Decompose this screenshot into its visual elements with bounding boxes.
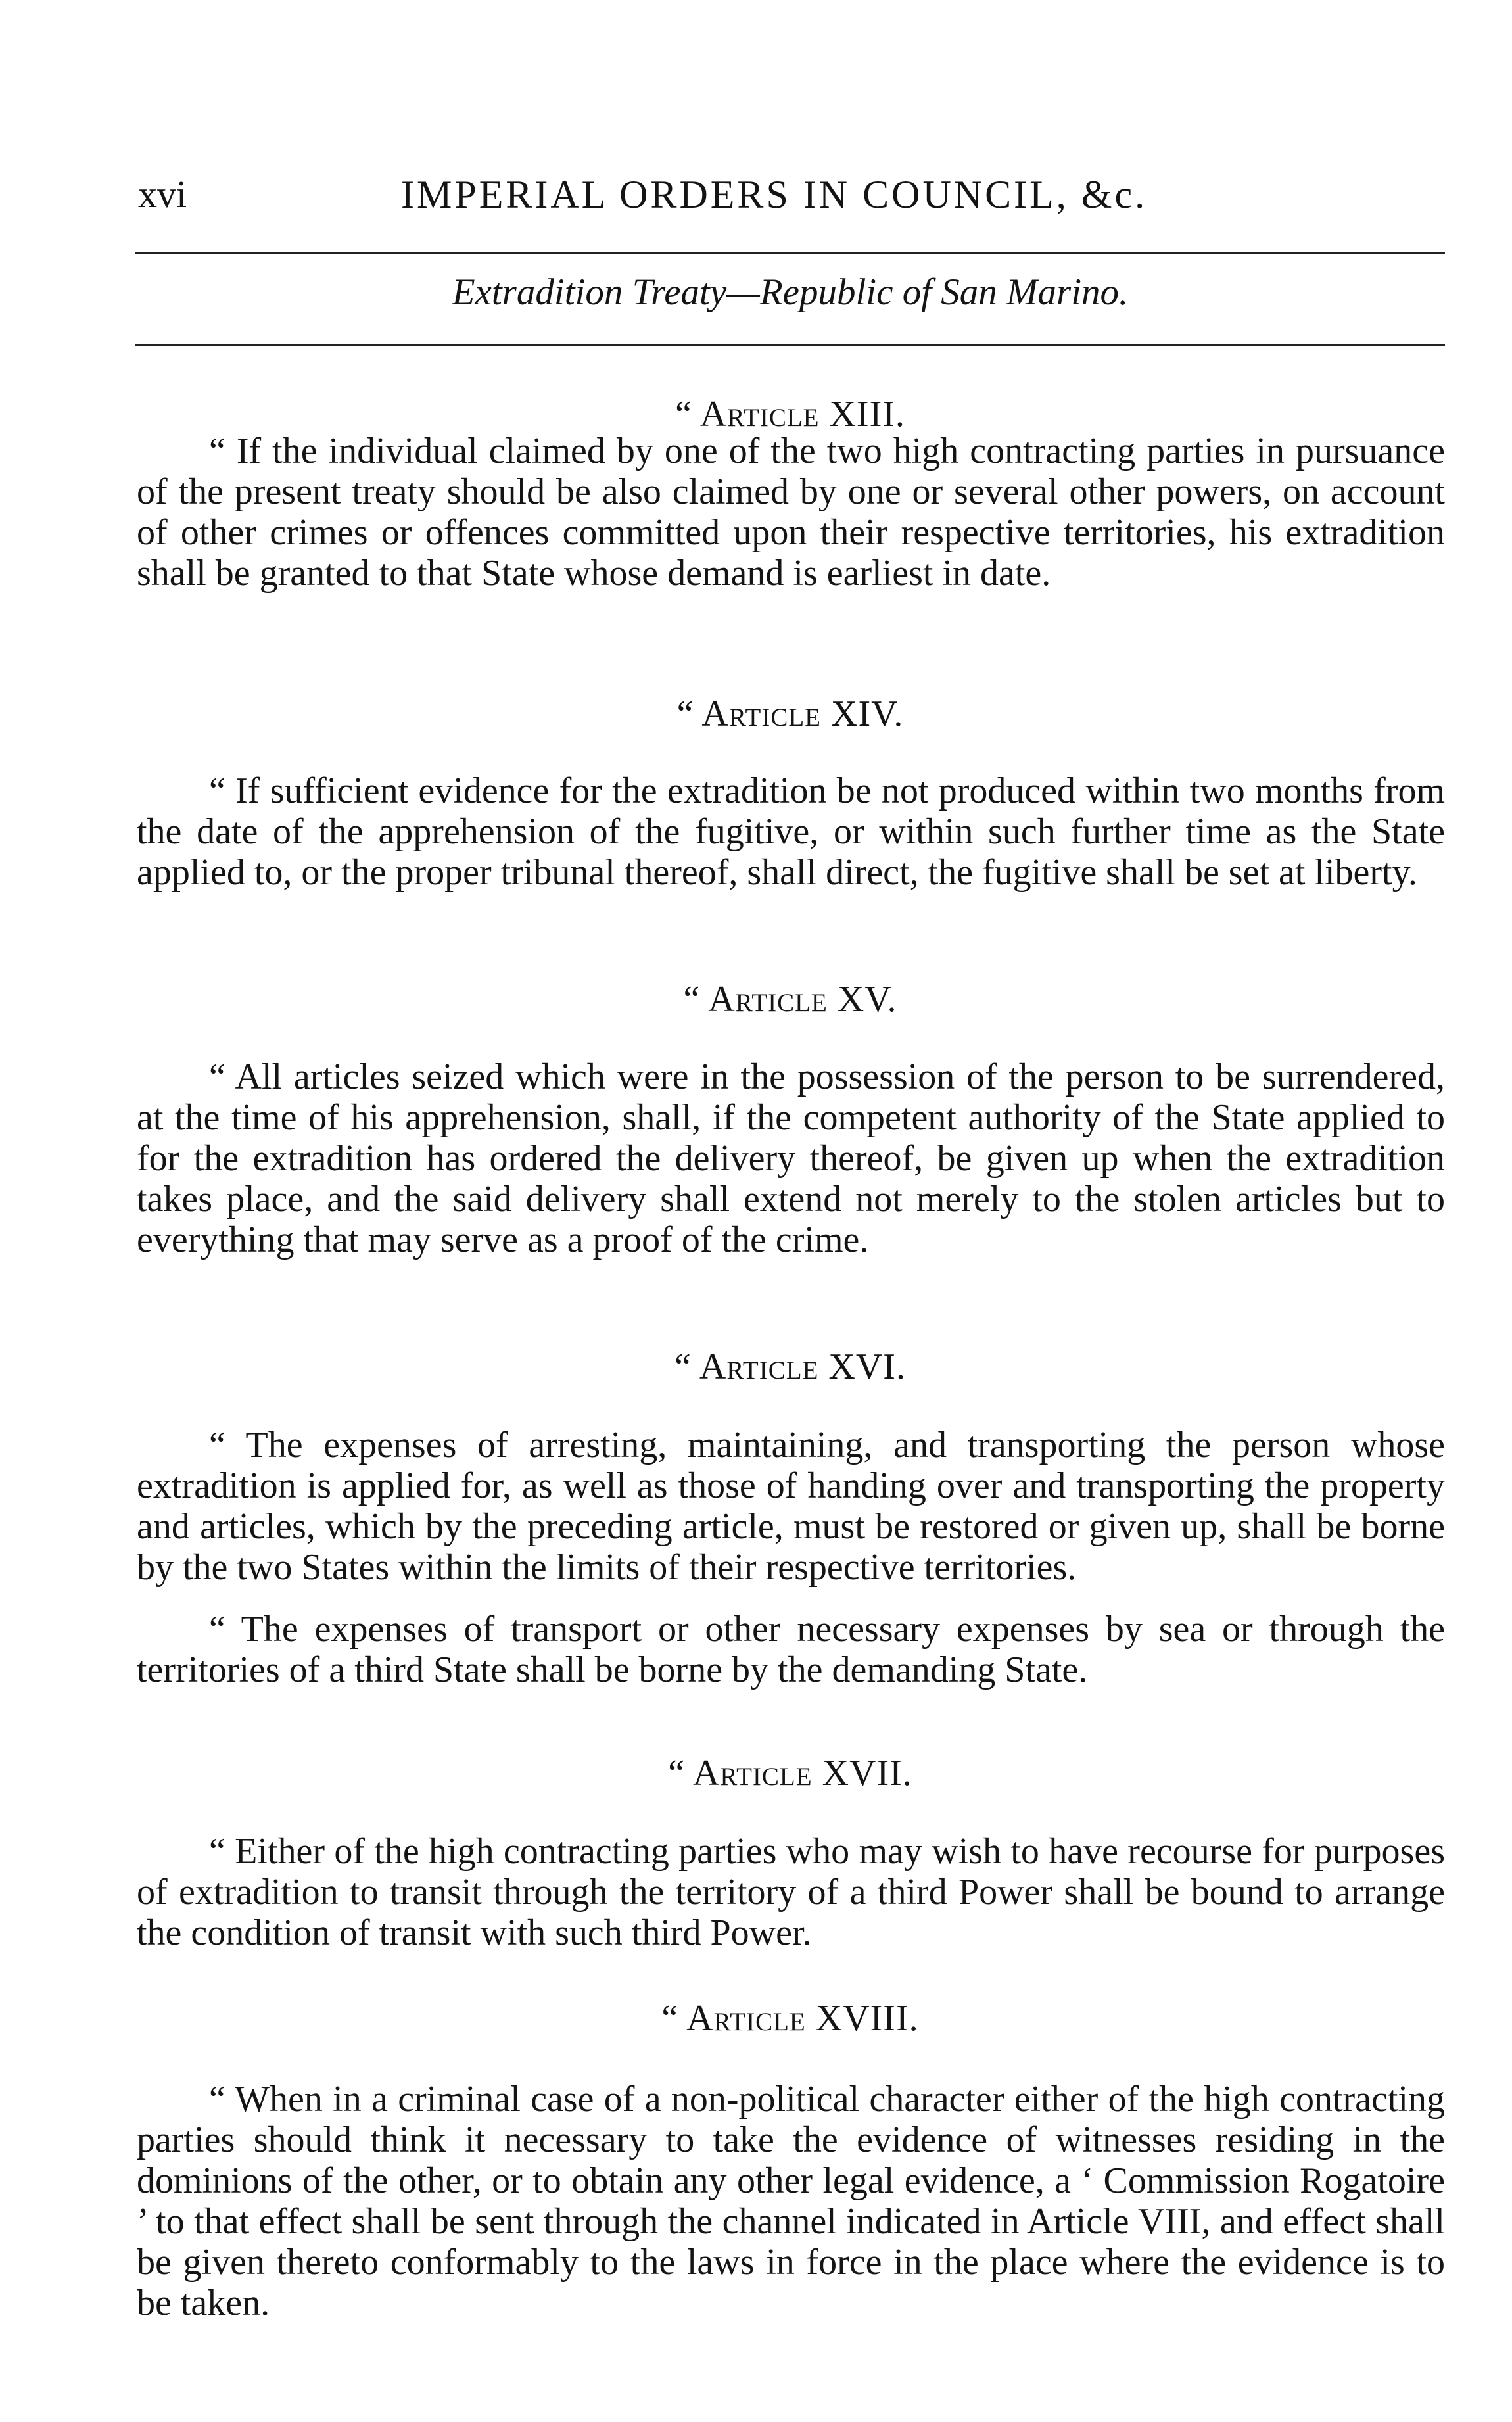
article-heading-number: XIV. (831, 694, 904, 734)
article-heading (135, 978, 1445, 1020)
article-heading (135, 693, 1445, 735)
article-paragraph: “ If sufficient evidence for the extradition be not produced within two months from the date of the apprehension of the fugitive, or within such further time as the State applied to, or the proper tribunal thereof, shall direct, the fugitive shall be set at liberty. (137, 771, 1445, 893)
article-heading-number: XV. (837, 979, 897, 1020)
article-heading-label: “ Article (676, 694, 822, 734)
article-paragraph: “ All articles seized which were in the possession of the person to be surrendered, at the time of his apprehension, shall, if the competent authority of the State applied to for the extradition has ordered the delivery thereof, be given up when the extradition takes place, and the said delivery shall extend not merely to the stolen articles but to everything that may serve as a proof of the crime. (137, 1057, 1445, 1260)
running-title: IMPERIAL ORDERS IN COUNCIL, &c. (401, 173, 1148, 216)
article-paragraph: “ The expenses of arresting, maintaining, and transporting the person whose extradition is applied for, as well as those of handing over and transporting the property and articles, which by the preceding article, must be restored or given up, shall be borne by the two States within the limits of their respective territories. (137, 1425, 1445, 1588)
article-heading-number: XVIII. (815, 1998, 919, 2039)
article-heading-label: “ Article (675, 394, 820, 435)
article-heading-label: “ Article (683, 979, 828, 1020)
article-heading-label: “ Article (674, 1346, 819, 1387)
article-heading-label: “ Article (668, 1753, 813, 1793)
article-paragraph: “ The expenses of transport or other necessary expenses by sea or through the territories of a third State shall be borne by the demanding State. (137, 1609, 1445, 1690)
article-heading (135, 393, 1445, 435)
article-heading-number: XVII. (822, 1753, 912, 1793)
article-heading-number: XVI. (828, 1346, 906, 1387)
bottom-rule (135, 344, 1445, 346)
article-heading-label: “ Article (661, 1998, 806, 2039)
article-heading-number: XIII. (829, 394, 905, 435)
running-head (138, 172, 1387, 225)
article-heading (135, 1752, 1445, 1794)
article-paragraph: “ If the individual claimed by one of the two high contracting parties in pursuance of the present treaty should be also claimed by one or several other powers, on account of other crimes or offences committed upon their respective territories, his extradition shall be granted to that State whose demand is earliest in date. (137, 431, 1445, 594)
treaty-subtitle: Extradition Treaty—Republic of San Marino. (452, 272, 1129, 313)
article-heading (135, 1997, 1445, 2039)
article-paragraph: “ When in a criminal case of a non-political character either of the high contracting parties should think it necessary to take the evidence of witnesses residing in the dominions of the other, or to obtain any other legal evidence, a ‘ Commission Rogatoire ’ to that effect shall be sent through the channel indicated in Article VIII, and effect shall be given thereto conformably to the laws in force in the place where the evidence is to be taken. (137, 2079, 1445, 2323)
article-paragraph: “ Either of the high contracting parties who may wish to have recourse for purposes of extradition to transit through the territory of a third Power shall be bound to arrange the condition of transit with such third Power. (137, 1831, 1445, 1953)
article-heading (135, 1346, 1445, 1388)
top-rule (135, 252, 1445, 254)
page-number: xvi (138, 173, 187, 216)
